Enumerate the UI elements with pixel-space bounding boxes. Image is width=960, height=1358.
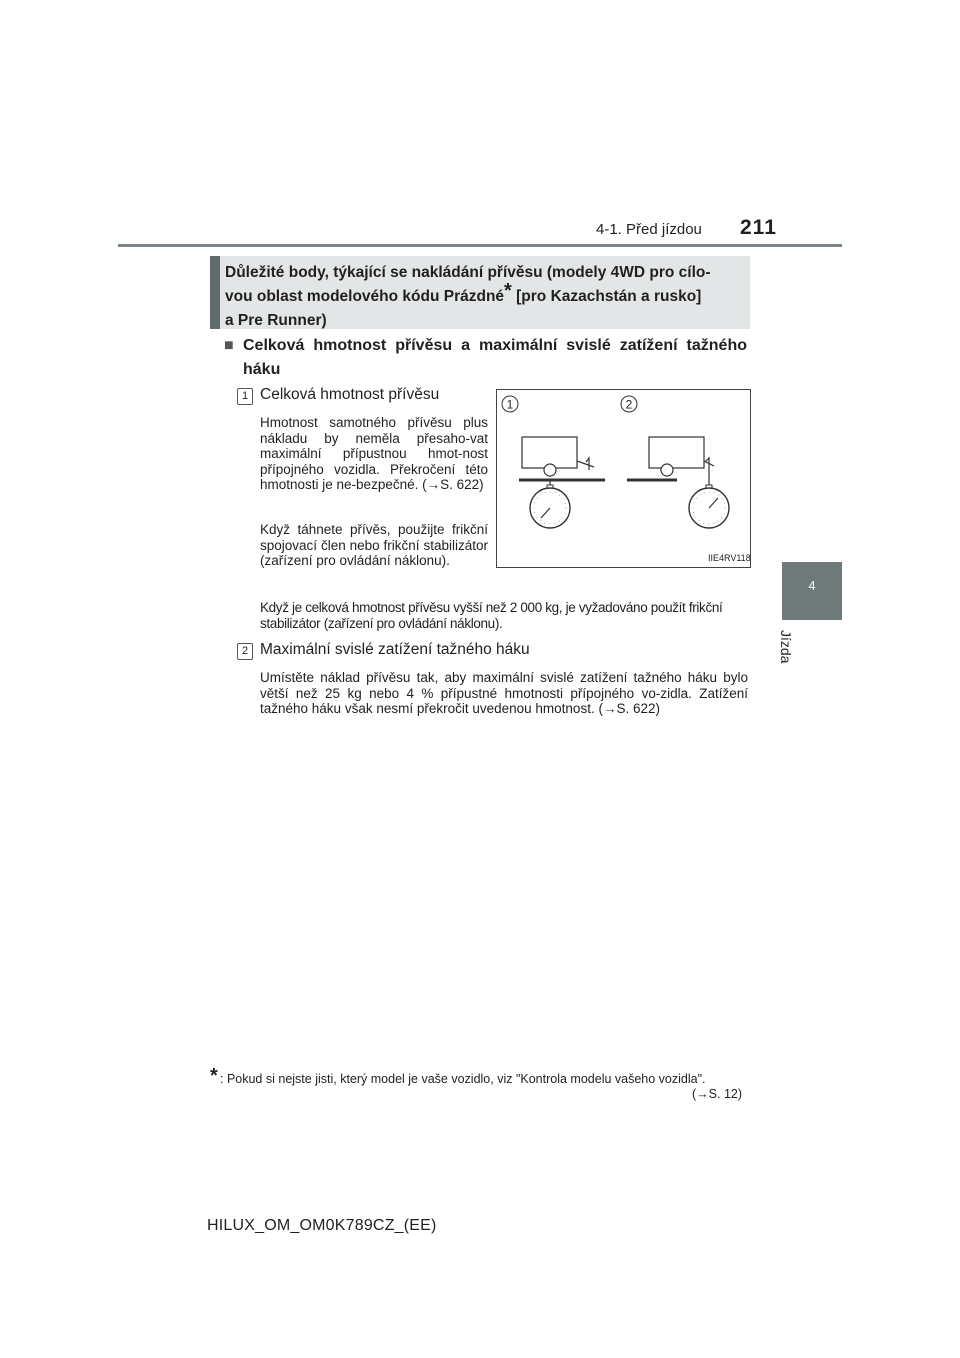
trailer-weight-illustration <box>496 389 751 568</box>
item-number-1: 1 <box>237 388 253 405</box>
footnote-marker: * <box>504 279 512 302</box>
figure-code: IIE4RV118 <box>708 553 751 563</box>
page-number: 211 <box>740 216 777 239</box>
title-line-1: Důležité body, týkající se nakládání přívěsu (modely 4WD pro cílo- <box>225 264 711 281</box>
section-heading: Celková hmotnost přívěsu a maximální svislé zatížení tažného háku <box>243 337 747 378</box>
callout-label-2: 2 <box>625 397 633 412</box>
title-line-2 <box>225 279 747 309</box>
title-box-accent <box>210 256 220 329</box>
document-code-footer: HILUX_OM_OM0K789CZ_(EE) <box>207 1217 437 1234</box>
footnote-page-reference: (→S. 12) <box>692 1087 743 1101</box>
chapter-tab-number: 4 <box>808 578 816 593</box>
item-1-paragraph-1: Hmotnost samotného přívěsu plus nákladu by neměla přesaho-vat maximální přípustnou hmot-nost přípojného vozidla. Překročení této hmotnosti je ne-bezpečné. (→S. 622) <box>260 415 488 492</box>
item-1-note: Když je celková hmotnost přívěsu vyšší než 2 000 kg, je vyžadováno použít frikční stabilizátor (zařízení pro ovládání náklonu). <box>260 600 723 631</box>
title-line-2-a: vou oblast modelového kódu Prázdné <box>225 288 505 305</box>
item-1-paragraph-2: Když táhnete přívěs, použijte frikční spojovací člen nebo frikční stabilizátor (zařízení pro ovládání náklonu). <box>260 522 488 568</box>
tongue-load-scene <box>627 437 729 528</box>
footnote-text: : Pokud si nejste jisti, který model je vaše vozidlo, viz "Kontrola modelu vašeho vozidla". <box>220 1072 706 1086</box>
item-title-1: Celková hmotnost přívěsu <box>260 386 440 403</box>
section-title: 4-1. Před jízdou <box>596 221 702 238</box>
footnote-star: * <box>210 1065 218 1087</box>
trailer-scales-drawing <box>497 390 750 567</box>
header-rule <box>118 244 842 247</box>
trailer-total-weight-scene <box>519 437 605 528</box>
title-line-3: a Pre Runner) <box>225 312 327 329</box>
item-2-paragraph-1: Umístěte náklad přívěsu tak, aby maximální svislé zatížení tažného háku bylo větší než 25 kg nebo 4 % přípustné hmotnosti přípojného vo-zidla. Zatížení tažného háku však nesmí překročit uvedenou hmotnost. (→S. 622) <box>260 670 748 716</box>
callout-label-1: 1 <box>506 397 514 412</box>
chapter-tab-label: Jízda <box>778 630 794 664</box>
title-box-text <box>225 261 747 333</box>
item-title-2: Maximální svislé zatížení tažného háku <box>260 641 530 658</box>
section-bullet: ■ <box>224 337 234 354</box>
title-line-2-b: [pro Kazachstán a rusko] <box>511 288 702 305</box>
item-number-2: 2 <box>237 643 253 660</box>
